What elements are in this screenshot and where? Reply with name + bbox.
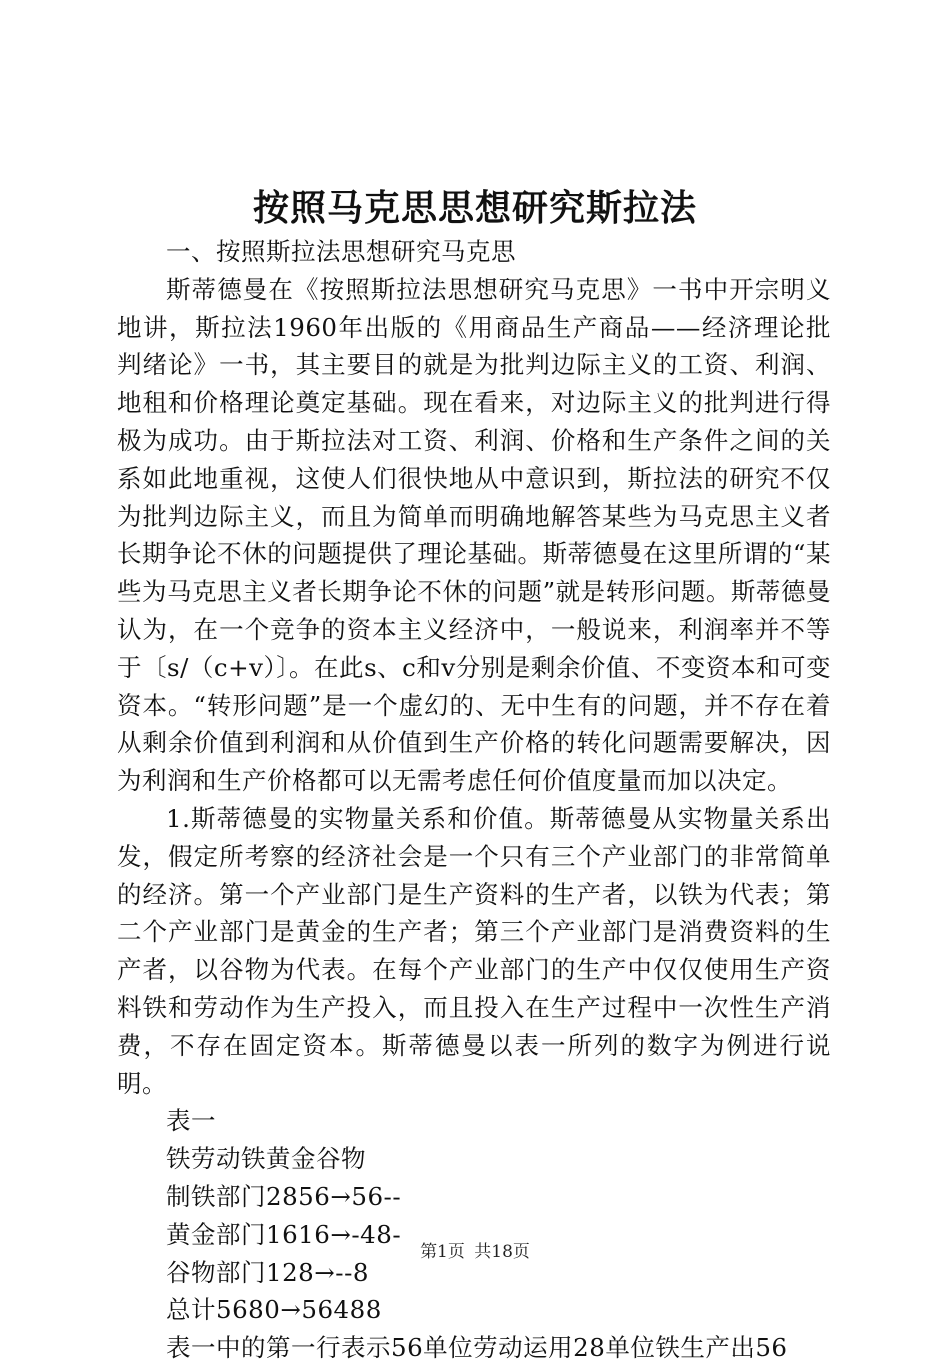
table-total-line: 总计5680→56488 <box>166 1295 382 1325</box>
table-caption: 表一 <box>166 1106 216 1136</box>
table-row-line: 制铁部门2856→56-- <box>166 1181 402 1211</box>
page-total: 共18页 <box>474 1242 530 1262</box>
document-title: 按照马克思思想研究斯拉法 <box>252 187 697 229</box>
page-number: 第1页 <box>420 1242 465 1262</box>
page-footer <box>0 1240 950 1264</box>
table-header-line: 铁劳动铁黄金谷物 <box>166 1144 366 1174</box>
body-paragraph: 表一中的第一行表示56单位劳动运用28单位铁生产出56 <box>166 1333 788 1363</box>
table-row-line: 黄金部门1616→-48- <box>166 1219 402 1249</box>
section-heading: 一、按照斯拉法思想研究马克思 <box>166 237 516 266</box>
table-row-line: 谷物部门128→--8 <box>166 1257 369 1287</box>
body-paragraph: 斯蒂德曼在《按照斯拉法思想研究马克思》一书中开宗明义地讲，斯拉法1960年出版的《用商品生产商品——经济理论批判绪论》一书，其主要目的就是为批判边际主义的工资、利润、地租和价格理论奠定基础。现在看来，对边际主义的批判进行得极为成功。由于斯拉法对工资、利润、价格和生产条件之间的关系如此地重视，这使人们很快地从中意识到，斯拉法的研究不仅为批判边际主义，而且为简单而明确地解答某些为马克思主义者长期争论不休的问题提供了理论基础。斯蒂德曼在这里所谓的“某些为马克思主义者长期争论不休的问题”就是转形问题。斯蒂德曼认为，在一个竞争的资本主义经济中，一般说来，利润率并不等于〔s/（c+v）〕。在此s、c和v分别是剩余价值、不变资本和可变资本。“转形问题”是一个虚幻的、无中生有的问题，并不存在着从剩余价值到利润和从价值到生产价格的转化问题需要解决，因为利润和生产价格都可以无需考虑任何价值度量而加以决定。 <box>117 274 831 796</box>
document-body <box>117 233 831 1367</box>
body-paragraph: 1.斯蒂德曼的实物量关系和价值。斯蒂德曼从实物量关系出发，假定所考察的经济社会是一个只有三个产业部门的非常简单的经济。第一个产业部门是生产资料的生产者，以铁为代表；第二个产业部门是黄金的生产者；第三个产业部门是消费资料的生产者，以谷物为代表。在每个产业部门的生产中仅仅使用生产资料铁和劳动作为生产投入，而且投入在生产过程中一次性生产消费，不存在固定资本。斯蒂德曼以表一所列的数字为例进行说明。 <box>117 803 831 1098</box>
